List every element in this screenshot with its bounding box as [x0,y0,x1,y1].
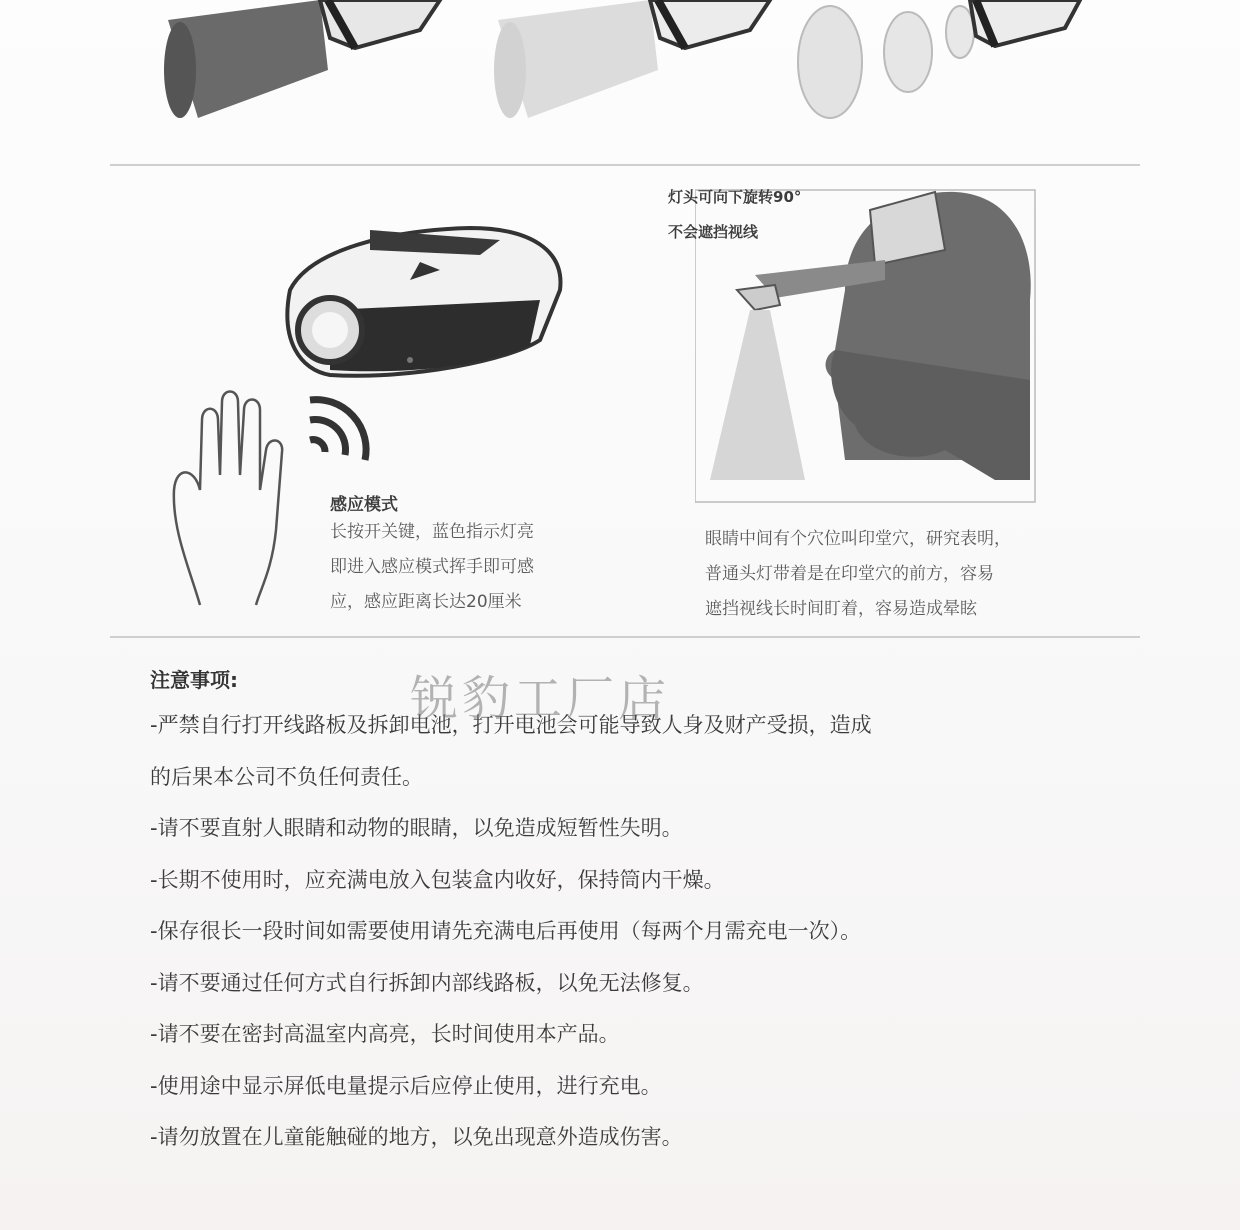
sensor-mode-line: 即进入感应模式挥手即可感 [330,557,534,577]
section-divider [110,636,1140,638]
notes-list [150,700,1110,1164]
notes-item: -长期不使用时，应充满电放入包装盒内收好，保持筒内干燥。 [150,867,725,892]
notes-item: -请不要在密封高温室内高亮，长时间使用本产品。 [150,1022,620,1046]
notes-item: -严禁自行打开线路板及拆卸电池，打开电池会可能导致人身及财产受损，造成 [150,713,872,737]
sensor-mode-title: 感应模式 [330,495,398,515]
sensor-wave-icon [290,390,380,480]
notes-item: -请不要直射人眼睛和动物的眼睛，以免造成短暂性失明。 [150,816,683,840]
section-divider [110,164,1140,166]
rotate-caption-line: 不会遮挡视线 [668,223,759,241]
notes-heading: 注意事项: [150,668,238,692]
eye-note-line: 遮挡视线长时间盯着，容易造成晕眩 [705,599,977,619]
notes-item: -请不要通过任何方式自行拆卸内部线路板，以免无法修复。 [150,970,704,995]
flashlight-flash-beam-icon [790,0,1090,130]
notes-item: -保存很长一段时间如需要使用请先充满电后再使用（每两个月需充电一次）。 [150,919,862,943]
flashlight-strong-beam-icon [150,0,450,130]
shop-watermark: 锐豹工厂店 [410,671,671,727]
notes-item: -使用途中显示屏低电量提示后应停止使用，进行充电。 [150,1073,662,1098]
rotate-caption-line: 灯头可向下旋转90° [668,188,802,206]
eye-note-caption [705,522,1011,627]
eye-note-line: 眼睛中间有个穴位叫印堂穴，研究表明， [705,529,1011,549]
sensor-mode-line: 长按开关键，蓝色指示灯亮 [330,522,534,542]
hand-wave-icon [160,380,300,610]
notes-item: 的后果本公司不负任何责任。 [150,764,423,789]
notes-item: -请勿放置在儿童能触碰的地方，以免出现意外造成伤害。 [150,1125,683,1149]
sensor-mode-line: 应，感应距离长达20厘米 [330,592,522,612]
sensor-mode-caption [330,490,534,620]
eye-note-line: 普通头灯带着是在印堂穴的前方，容易 [705,564,994,584]
flashlight-soft-beam-icon [480,0,780,130]
rotate-caption [668,186,801,242]
headlamp-device-icon [270,210,600,400]
